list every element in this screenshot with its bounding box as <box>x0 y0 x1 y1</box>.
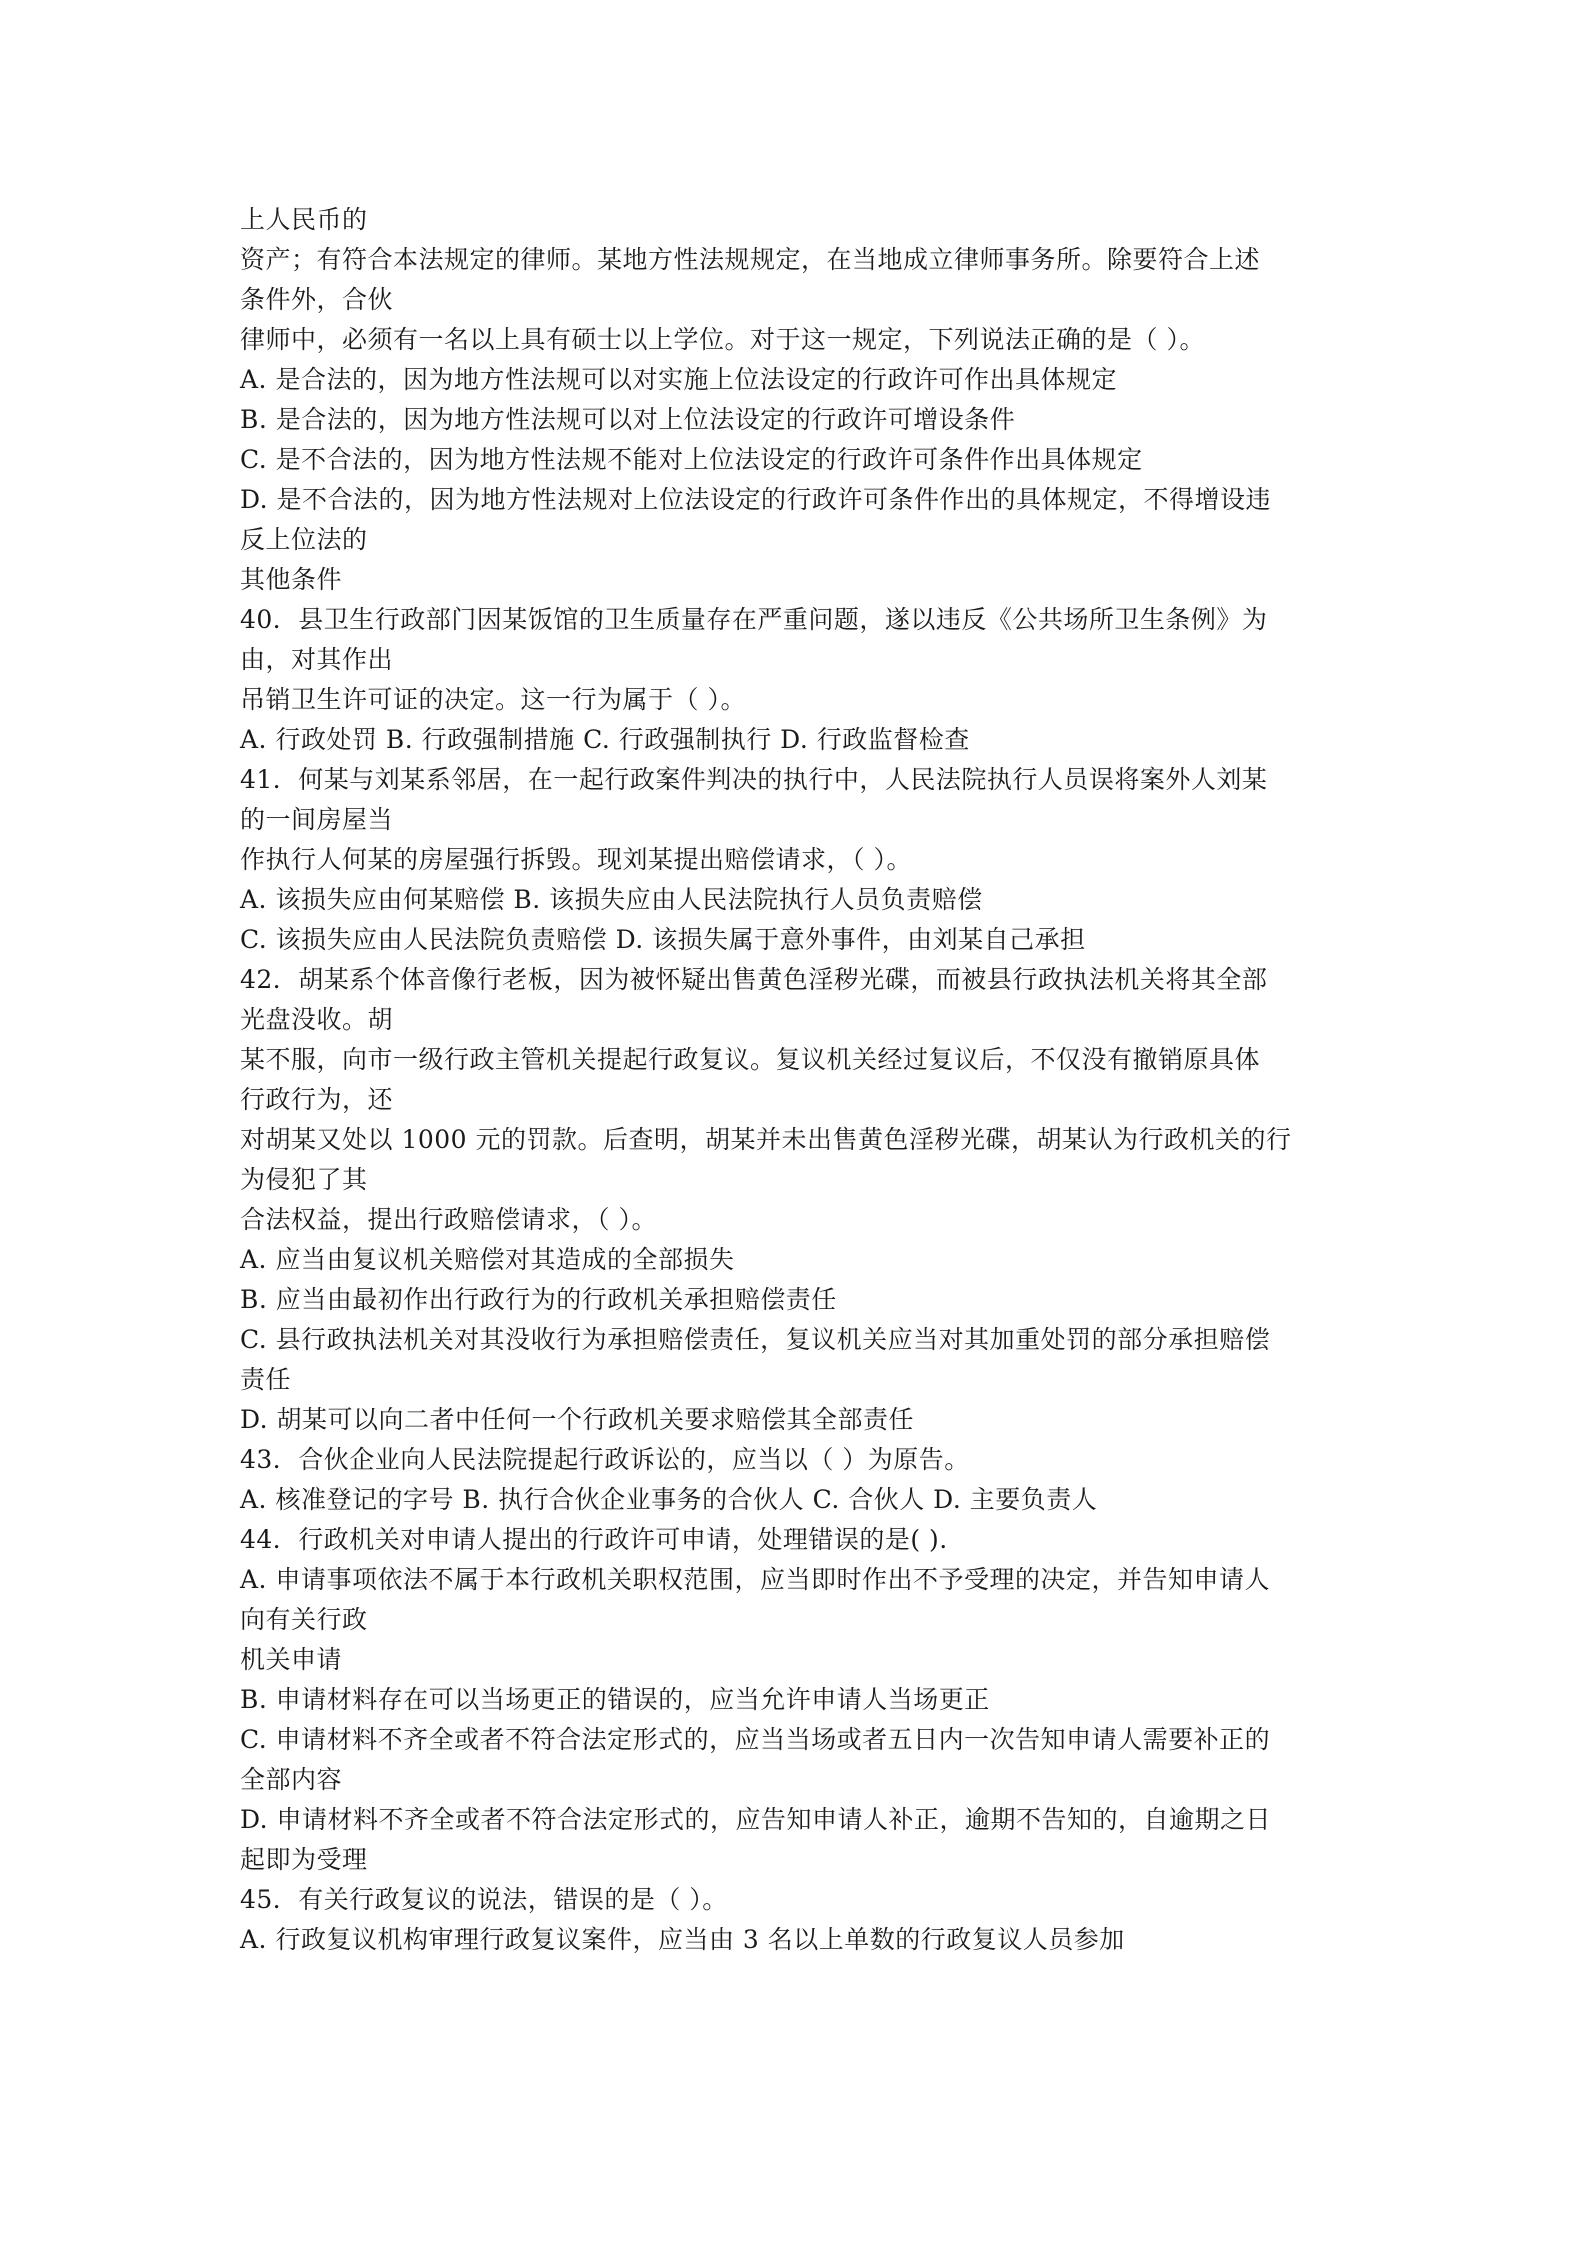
text-line: A. 行政处罚 B. 行政强制措施 C. 行政强制执行 D. 行政监督检查 <box>240 725 970 754</box>
text-line: 合法权益，提出行政赔偿请求，（ ）。 <box>240 1205 657 1234</box>
text-line: C. 是不合法的，因为地方性法规不能对上位法设定的行政许可条件作出具体规定 <box>240 445 1143 474</box>
text-line: 为侵犯了其 <box>240 1165 368 1194</box>
text-line: A. 该损失应由何某赔偿 B. 该损失应由人民法院执行人员负责赔偿 <box>240 885 983 914</box>
text-line: 43．合伙企业向人民法院提起行政诉讼的，应当以（ ）为原告。 <box>240 1445 970 1474</box>
text-line: 由，对其作出 <box>240 645 394 674</box>
text-line: A. 申请事项依法不属于本行政机关职权范围，应当即时作出不予受理的决定，并告知申请人 <box>240 1565 1270 1594</box>
text-line: 光盘没收。胡 <box>240 1005 394 1034</box>
text-line: 资产；有符合本法规定的律师。某地方性法规规定，在当地成立律师事务所。除要符合上述 <box>240 245 1261 274</box>
text-line: 吊销卫生许可证的决定。这一行为属于（ ）。 <box>240 685 746 714</box>
text-line: 责任 <box>240 1365 292 1394</box>
text-line: 条件外，合伙 <box>240 285 394 314</box>
text-line: A. 行政复议机构审理行政复议案件，应当由 3 名以上单数的行政复议人员参加 <box>240 1925 1125 1954</box>
text-line: 作执行人何某的房屋强行拆毁。现刘某提出赔偿请求，（ ）。 <box>240 845 912 874</box>
text-line: C. 申请材料不齐全或者不符合法定形式的，应当当场或者五日内一次告知申请人需要补正的 <box>240 1725 1271 1754</box>
text-line: 全部内容 <box>240 1765 343 1794</box>
text-line: 起即为受理 <box>240 1845 368 1874</box>
text-line: C. 该损失应由人民法院负责赔偿 D. 该损失属于意外事件，由刘某自己承担 <box>240 925 1086 954</box>
text-line: 某不服，向市一级行政主管机关提起行政复议。复议机关经过复议后，不仅没有撤销原具体 <box>240 1045 1261 1074</box>
text-line: 42．胡某系个体音像行老板，因为被怀疑出售黄色淫秽光碟，而被县行政执法机关将其全部 <box>240 965 1268 994</box>
text-line: 其他条件 <box>240 565 343 594</box>
text-line: D. 胡某可以向二者中任何一个行政机关要求赔偿其全部责任 <box>240 1405 915 1434</box>
text-line: 45．有关行政复议的说法，错误的是（ ）。 <box>240 1885 728 1914</box>
text-line: D. 申请材料不齐全或者不符合法定形式的，应告知申请人补正，逾期不告知的，自逾期之日 <box>240 1805 1272 1834</box>
text-line: 向有关行政 <box>240 1605 368 1634</box>
text-line: 40．县卫生行政部门因某饭馆的卫生质量存在严重问题，遂以违反《公共场所卫生条例》为 <box>240 605 1268 634</box>
document-page <box>240 200 1370 1960</box>
text-line: 对胡某又处以 1000 元的罚款。后查明，胡某并未出售黄色淫秽光碟，胡某认为行政机关的行 <box>240 1125 1292 1154</box>
text-line: B. 是合法的，因为地方性法规可以对上位法设定的行政许可增设条件 <box>240 405 1016 434</box>
text-line: A. 应当由复议机关赔偿对其造成的全部损失 <box>240 1245 735 1274</box>
text-line: 44．行政机关对申请人提出的行政许可申请，处理错误的是( ). <box>240 1525 948 1554</box>
text-line: B. 申请材料存在可以当场更正的错误的，应当允许申请人当场更正 <box>240 1685 990 1714</box>
text-line: C. 县行政执法机关对其没收行为承担赔偿责任，复议机关应当对其加重处罚的部分承担赔偿 <box>240 1325 1271 1354</box>
text-line: 行政行为，还 <box>240 1085 394 1114</box>
text-line: A. 是合法的，因为地方性法规可以对实施上位法设定的行政许可作出具体规定 <box>240 365 1117 394</box>
text-line: 的一间房屋当 <box>240 805 394 834</box>
text-line: A. 核准登记的字号 B. 执行合伙企业事务的合伙人 C. 合伙人 D. 主要负责人 <box>240 1485 1098 1514</box>
text-line: 41．何某与刘某系邻居，在一起行政案件判决的执行中，人民法院执行人员误将案外人刘某 <box>240 765 1268 794</box>
text-line: D. 是不合法的，因为地方性法规对上位法设定的行政许可条件作出的具体规定，不得增设违 <box>240 485 1272 514</box>
text-line: 机关申请 <box>240 1645 343 1674</box>
text-line: 上人民币的 <box>240 205 368 234</box>
text-line: B. 应当由最初作出行政行为的行政机关承担赔偿责任 <box>240 1285 837 1314</box>
text-line: 律师中，必须有一名以上具有硕士以上学位。对于这一规定，下列说法正确的是（ ）。 <box>240 325 1205 354</box>
text-line: 反上位法的 <box>240 525 368 554</box>
